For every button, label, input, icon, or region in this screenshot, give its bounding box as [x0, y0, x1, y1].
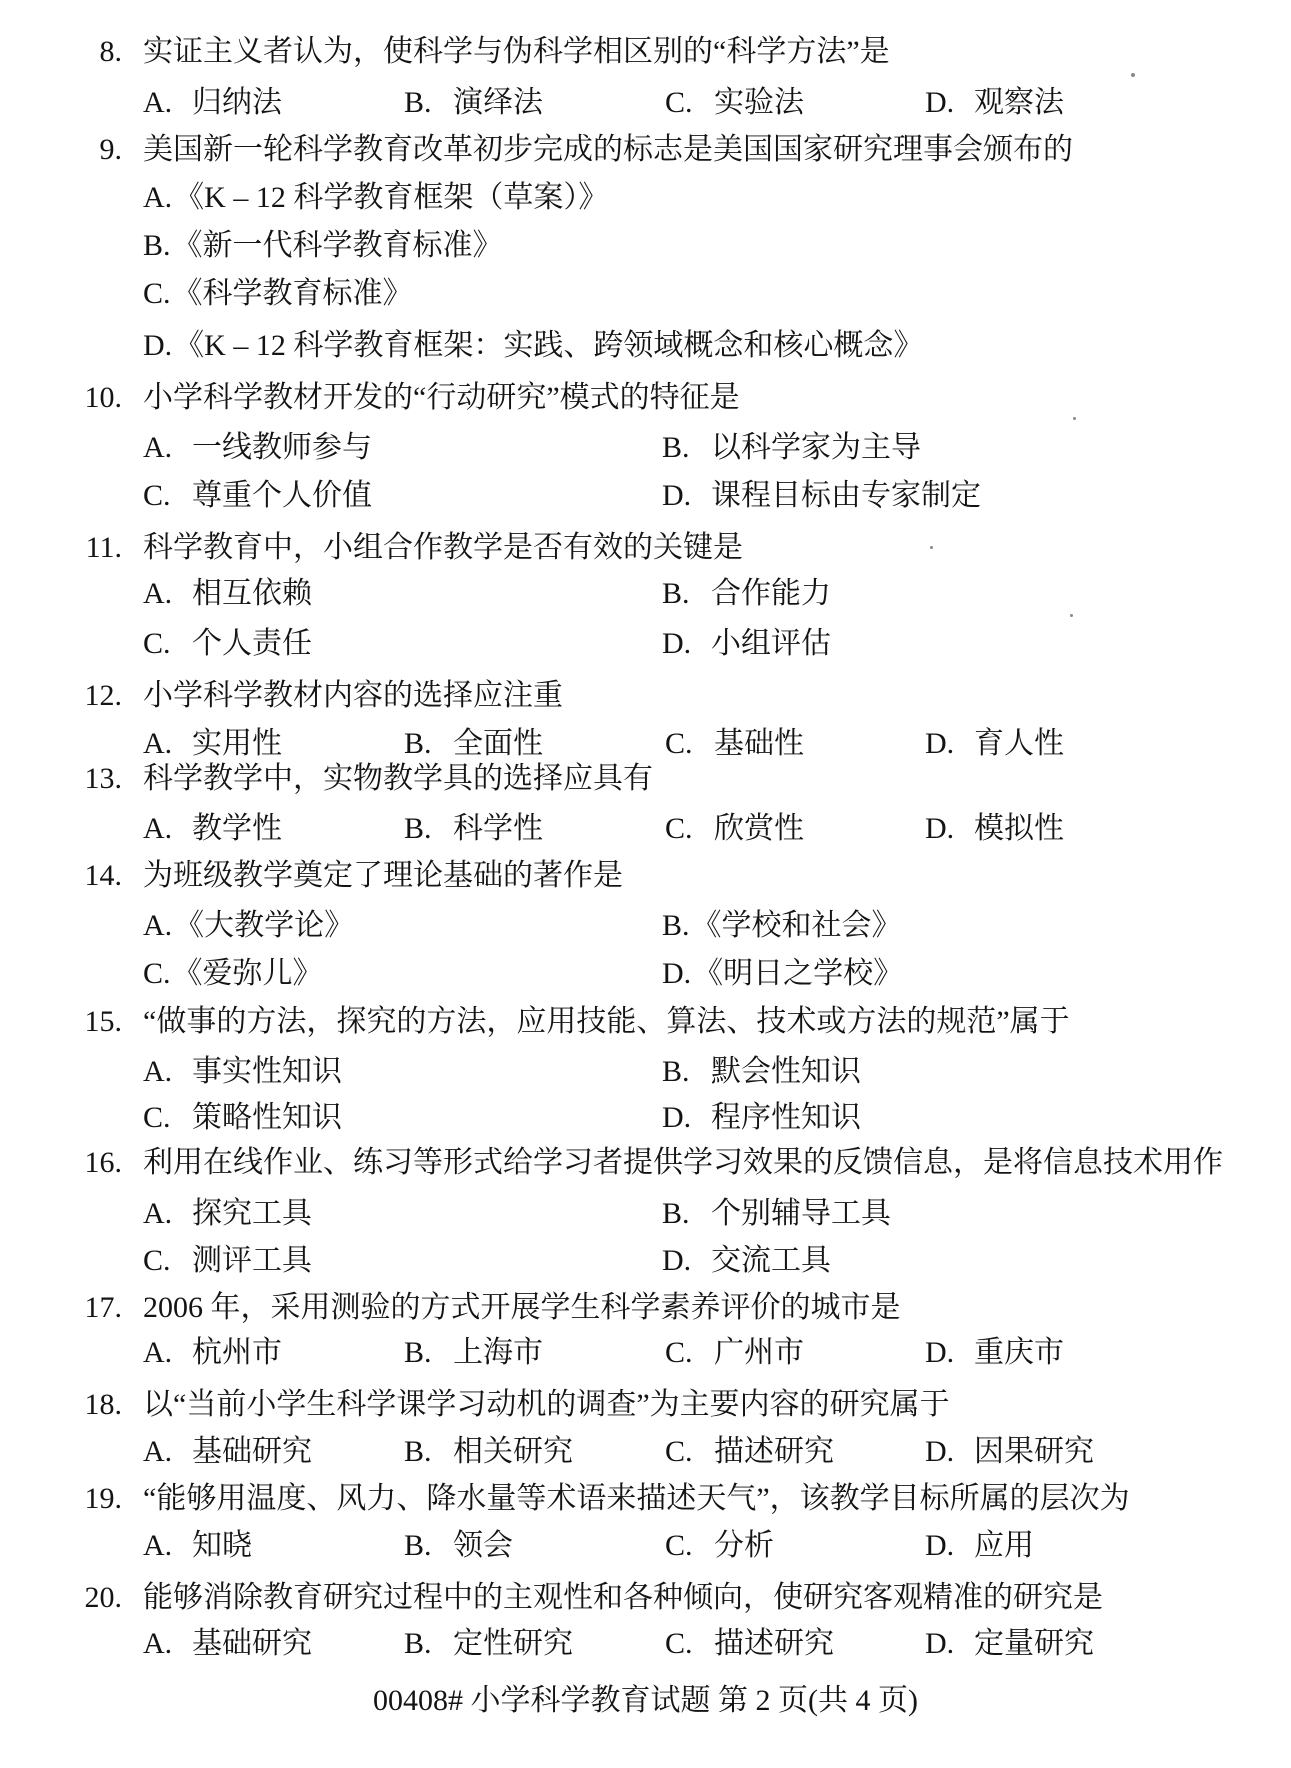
option-label: A.	[143, 1336, 173, 1369]
option-text: 《K – 12 科学教育框架（草案）》	[174, 181, 609, 214]
option-label: D.	[143, 329, 173, 362]
option-D	[143, 323, 923, 369]
option-text: 描述研究	[714, 1627, 834, 1660]
option-label: D.	[662, 627, 692, 660]
option-text: 合作能力	[711, 577, 831, 610]
option-A	[143, 1330, 282, 1376]
option-D	[925, 1621, 1094, 1667]
option-text: 定性研究	[453, 1627, 573, 1660]
question-stem-line	[0, 999, 1291, 1045]
option-text: 重庆市	[974, 1336, 1064, 1369]
question-stem-line	[0, 525, 1291, 571]
option-B	[404, 1330, 543, 1376]
option-A	[143, 1523, 252, 1569]
options-line	[0, 473, 1291, 519]
option-B	[662, 425, 921, 471]
option-label: D.	[662, 1101, 692, 1134]
option-text: 个别辅导工具	[711, 1197, 891, 1230]
question-stem: 2006 年，采用测验的方式开展学生科学素养评价的城市是	[143, 1291, 901, 1324]
option-text: 欣赏性	[714, 812, 804, 845]
option-text: 《新一代科学教育标准》	[172, 229, 503, 262]
question-number: 19.	[84, 1482, 122, 1515]
question-stem-line	[0, 756, 1291, 802]
option-text: 基础研究	[192, 1435, 312, 1468]
option-label: D.	[662, 479, 692, 512]
option-text: 广州市	[714, 1336, 804, 1369]
option-label: B.	[662, 1197, 690, 1230]
option-text: 分析	[714, 1529, 774, 1562]
option-C	[143, 951, 323, 997]
question-number: 12.	[84, 679, 122, 712]
question-number: 15.	[84, 1005, 122, 1038]
option-B	[662, 1049, 861, 1095]
options-line	[0, 1621, 1291, 1667]
scan-speck	[1131, 73, 1135, 77]
option-D	[662, 621, 831, 667]
options-line	[0, 1238, 1291, 1284]
option-C	[665, 1523, 774, 1569]
option-label: D.	[925, 1336, 955, 1369]
question-stem-line	[0, 375, 1291, 421]
option-label: A.	[143, 1435, 173, 1468]
option-label: D.	[925, 1627, 955, 1660]
question-number: 14.	[84, 859, 122, 892]
question-number: 16.	[84, 1146, 122, 1179]
question-stem-line	[0, 673, 1291, 719]
option-label: B.	[662, 577, 690, 610]
option-label: A.	[143, 431, 173, 464]
options-line	[0, 271, 1291, 317]
option-label: B.	[143, 229, 171, 262]
option-C	[665, 1429, 834, 1475]
question-stem-line	[0, 1285, 1291, 1331]
option-label: A.	[143, 1529, 173, 1562]
option-C	[665, 80, 804, 126]
options-line	[0, 951, 1291, 997]
option-C	[665, 806, 804, 852]
option-text: 全面性	[453, 727, 543, 760]
option-D	[925, 1429, 1094, 1475]
option-label: B.	[404, 1435, 432, 1468]
option-text: 因果研究	[974, 1435, 1094, 1468]
option-label: D.	[662, 957, 692, 990]
option-text: 领会	[453, 1529, 513, 1562]
question-number: 20.	[84, 1581, 122, 1614]
option-A	[143, 903, 354, 949]
option-text: 个人责任	[192, 627, 312, 660]
option-label: B.	[404, 812, 432, 845]
options-line	[0, 1330, 1291, 1376]
option-C	[143, 1095, 342, 1141]
option-label: A.	[143, 727, 173, 760]
option-C	[143, 1238, 312, 1284]
option-text: 交流工具	[711, 1244, 831, 1277]
option-text: 实验法	[714, 86, 804, 119]
option-text: 测评工具	[192, 1244, 312, 1277]
option-text: 模拟性	[974, 812, 1064, 845]
question-stem-line	[0, 1140, 1291, 1186]
options-line	[0, 621, 1291, 667]
option-label: C.	[665, 1529, 693, 1562]
option-label: C.	[143, 479, 171, 512]
question-number: 13.	[84, 762, 122, 795]
option-label: D.	[925, 812, 955, 845]
question-stem: 小学科学教材开发的“行动研究”模式的特征是	[143, 381, 740, 414]
option-B	[404, 806, 543, 852]
question-stem: 美国新一轮科学教育改革初步完成的标志是美国国家研究理事会颁布的	[143, 133, 1073, 166]
option-A	[143, 425, 372, 471]
option-text: 探究工具	[192, 1197, 312, 1230]
option-text: 相关研究	[453, 1435, 573, 1468]
option-D	[925, 1330, 1064, 1376]
options-line	[0, 1429, 1291, 1475]
option-label: A.	[143, 909, 173, 942]
option-C	[665, 1330, 804, 1376]
option-text: 知晓	[192, 1529, 252, 1562]
option-A	[143, 175, 608, 221]
option-D	[925, 806, 1064, 852]
option-label: C.	[143, 277, 171, 310]
option-text: 程序性知识	[711, 1101, 861, 1134]
question-stem: “做事的方法，探究的方法，应用技能、算法、技术或方法的规范”属于	[143, 1005, 1070, 1038]
option-text: 尊重个人价值	[192, 479, 372, 512]
option-text: 《学校和社会》	[691, 909, 902, 942]
option-text: 杭州市	[192, 1336, 282, 1369]
options-line	[0, 323, 1291, 369]
option-label: A.	[143, 1055, 173, 1088]
option-label: B.	[404, 1336, 432, 1369]
option-label: C.	[665, 86, 693, 119]
option-label: C.	[665, 727, 693, 760]
question-stem: “能够用温度、风力、降水量等术语来描述天气”，该教学目标所属的层次为	[143, 1482, 1130, 1515]
options-line	[0, 1049, 1291, 1095]
option-A	[143, 571, 312, 617]
options-line	[0, 223, 1291, 269]
option-label: C.	[143, 627, 171, 660]
option-label: B.	[404, 1529, 432, 1562]
option-D	[925, 80, 1064, 126]
question-stem: 能够消除教育研究过程中的主观性和各种倾向，使研究客观精准的研究是	[143, 1581, 1103, 1614]
option-text: 默会性知识	[711, 1055, 861, 1088]
scan-speck	[1073, 417, 1076, 420]
option-A	[143, 806, 282, 852]
question-number: 10.	[84, 381, 122, 414]
option-text: 育人性	[974, 727, 1064, 760]
option-B	[662, 903, 902, 949]
question-number: 11.	[85, 531, 122, 564]
options-line	[0, 80, 1291, 126]
options-line	[0, 425, 1291, 471]
option-D	[662, 1095, 861, 1141]
option-label: C.	[665, 1435, 693, 1468]
question-stem-line	[0, 1382, 1291, 1428]
question-stem-line	[0, 29, 1291, 75]
options-line	[0, 806, 1291, 852]
option-A	[143, 1621, 312, 1667]
question-number: 8.	[99, 35, 122, 68]
option-text: 相互依赖	[192, 577, 312, 610]
option-C	[143, 621, 312, 667]
option-C	[143, 473, 372, 519]
option-A	[143, 1049, 342, 1095]
question-stem-line	[0, 127, 1291, 173]
option-text: 定量研究	[974, 1627, 1094, 1660]
question-stem-line	[0, 1575, 1291, 1621]
question-stem-line	[0, 853, 1291, 899]
option-label: B.	[662, 909, 690, 942]
option-label: D.	[925, 1529, 955, 1562]
option-label: A.	[143, 86, 173, 119]
question-stem-line	[0, 1476, 1291, 1522]
option-C	[665, 1621, 834, 1667]
options-line	[0, 1191, 1291, 1237]
option-label: D.	[925, 727, 955, 760]
option-A	[143, 1429, 312, 1475]
option-B	[143, 223, 503, 269]
option-label: B.	[404, 1627, 432, 1660]
option-text: 教学性	[192, 812, 282, 845]
option-text: 归纳法	[192, 86, 282, 119]
option-A	[143, 1191, 312, 1237]
question-stem: 科学教育中，小组合作教学是否有效的关键是	[143, 531, 743, 564]
option-text: 《明日之学校》	[693, 957, 904, 990]
option-label: C.	[665, 1336, 693, 1369]
option-label: A.	[143, 181, 173, 214]
option-label: B.	[662, 431, 690, 464]
option-text: 演绎法	[453, 86, 543, 119]
option-D	[662, 1238, 831, 1284]
question-number: 9.	[99, 133, 122, 166]
options-line	[0, 1523, 1291, 1569]
option-label: C.	[143, 957, 171, 990]
option-text: 《爱弥儿》	[172, 957, 323, 990]
option-text: 《科学教育标准》	[172, 277, 413, 310]
option-label: B.	[404, 86, 432, 119]
option-label: B.	[662, 1055, 690, 1088]
options-line	[0, 175, 1291, 221]
option-A	[143, 80, 282, 126]
option-text: 《K – 12 科学教育框架：实践、跨领域概念和核心概念》	[174, 329, 924, 362]
question-number: 17.	[84, 1291, 122, 1324]
option-text: 策略性知识	[192, 1101, 342, 1134]
option-text: 应用	[974, 1529, 1034, 1562]
option-label: B.	[404, 727, 432, 760]
scan-speck	[930, 546, 933, 549]
option-label: C.	[143, 1244, 171, 1277]
option-label: C.	[665, 812, 693, 845]
option-label: D.	[662, 1244, 692, 1277]
option-B	[662, 571, 831, 617]
option-text: 基础研究	[192, 1627, 312, 1660]
option-text: 事实性知识	[192, 1055, 342, 1088]
option-label: A.	[143, 1627, 173, 1660]
page-footer	[0, 1678, 1291, 1724]
option-text: 一线教师参与	[192, 431, 372, 464]
option-text: 以科学家为主导	[711, 431, 921, 464]
option-D	[925, 1523, 1034, 1569]
option-label: A.	[143, 577, 173, 610]
option-text: 科学性	[453, 812, 543, 845]
option-B	[404, 1621, 573, 1667]
page-footer-text: 00408# 小学科学教育试题 第 2 页(共 4 页)	[373, 1684, 918, 1717]
options-line	[0, 903, 1291, 949]
option-B	[662, 1191, 891, 1237]
option-text: 描述研究	[714, 1435, 834, 1468]
option-C	[143, 271, 413, 317]
option-B	[404, 80, 543, 126]
options-line	[0, 1095, 1291, 1141]
question-stem: 为班级教学奠定了理论基础的著作是	[143, 859, 623, 892]
option-label: D.	[925, 86, 955, 119]
option-text: 实用性	[192, 727, 282, 760]
scan-speck	[1070, 614, 1073, 617]
option-D	[662, 473, 981, 519]
option-text: 基础性	[714, 727, 804, 760]
option-text: 课程目标由专家制定	[711, 479, 981, 512]
options-line	[0, 571, 1291, 617]
question-stem: 实证主义者认为，使科学与伪科学相区别的“科学方法”是	[143, 35, 890, 68]
option-B	[404, 1429, 573, 1475]
option-text: 观察法	[974, 86, 1064, 119]
option-label: C.	[143, 1101, 171, 1134]
question-stem: 以“当前小学生科学课学习动机的调查”为主要内容的研究属于	[143, 1388, 950, 1421]
option-text: 小组评估	[711, 627, 831, 660]
option-text: 上海市	[453, 1336, 543, 1369]
option-label: A.	[143, 812, 173, 845]
option-label: C.	[665, 1627, 693, 1660]
option-B	[404, 1523, 513, 1569]
question-stem: 利用在线作业、练习等形式给学习者提供学习效果的反馈信息，是将信息技术用作	[143, 1146, 1223, 1179]
question-number: 18.	[84, 1388, 122, 1421]
question-stem: 小学科学教材内容的选择应注重	[143, 679, 563, 712]
option-label: A.	[143, 1197, 173, 1230]
option-label: D.	[925, 1435, 955, 1468]
question-stem: 科学教学中，实物教学具的选择应具有	[143, 762, 653, 795]
option-D	[662, 951, 903, 997]
option-text: 《大教学论》	[174, 909, 355, 942]
